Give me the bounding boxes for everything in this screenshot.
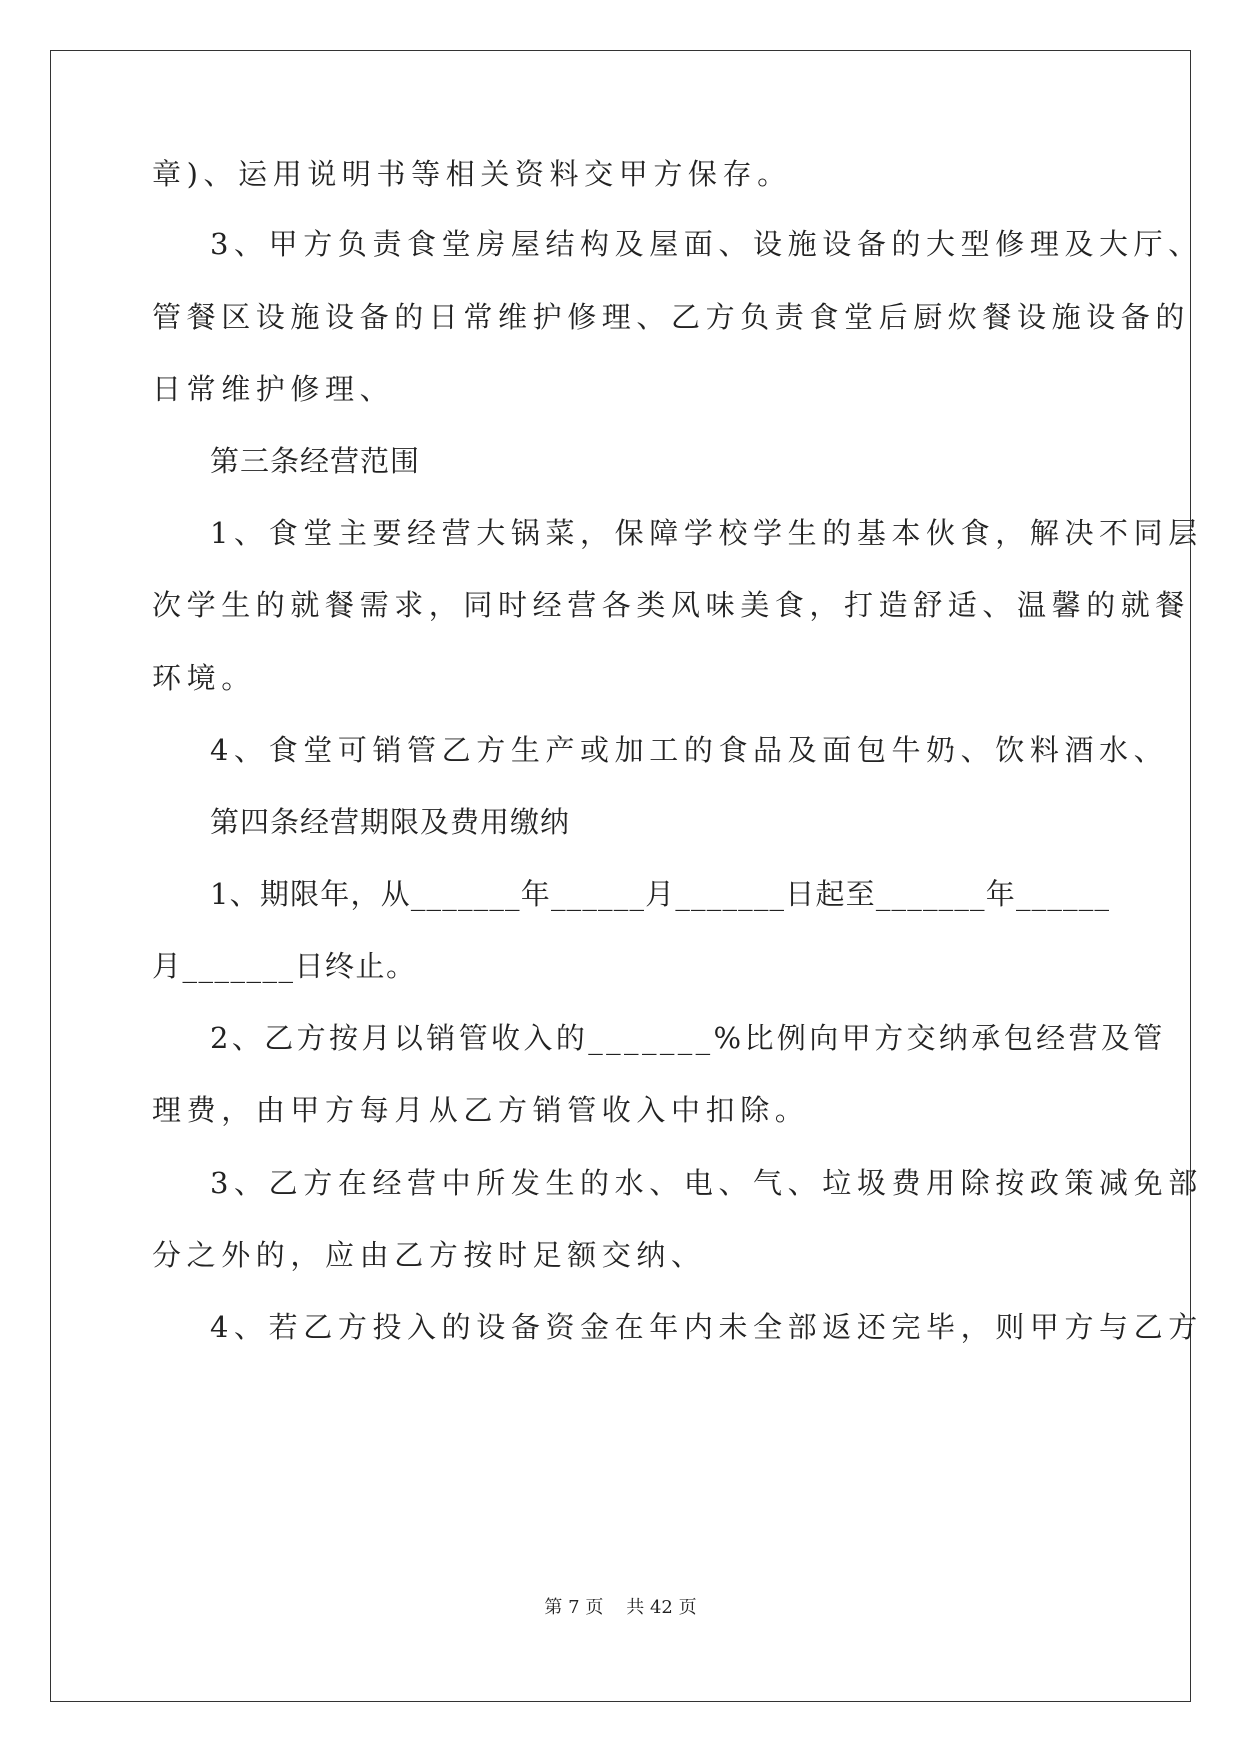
page-border xyxy=(50,50,1191,1702)
section-heading: 第三条经营范围 xyxy=(210,444,421,478)
body-line: 理费，由甲方每月从乙方销管收入中扣除。 xyxy=(152,1093,810,1127)
paragraph-line: 2、乙方按月以销管收入的_______%比例向甲方交纳承包经营及管 xyxy=(210,1021,1166,1055)
body-line: 月_______日终止。 xyxy=(152,949,417,983)
body-line: 环境。 xyxy=(152,661,256,695)
paragraph-line: 3、甲方负责食堂房屋结构及屋面、设施设备的大型修理及大厅、 xyxy=(210,227,1203,261)
total-pages: 共 42 页 xyxy=(626,1597,697,1618)
section-heading: 第四条经营期限及费用缴纳 xyxy=(210,805,571,839)
paragraph-line: 4、若乙方投入的设备资金在年内未全部返还完毕，则甲方与乙方 xyxy=(210,1310,1203,1344)
paragraph-line: 1、食堂主要经营大锅菜，保障学校学生的基本伙食，解决不同层 xyxy=(210,516,1203,550)
paragraph-line: 3、乙方在经营中所发生的水、电、气、垃圾费用除按政策减免部 xyxy=(210,1166,1203,1200)
body-line: 章)、运用说明书等相关资料交甲方保存。 xyxy=(152,157,792,191)
body-line: 分之外的，应由乙方按时足额交纳、 xyxy=(152,1238,706,1272)
paragraph-line: 4、食堂可销管乙方生产或加工的食品及面包牛奶、饮料酒水、 xyxy=(210,733,1169,767)
page-footer xyxy=(0,1596,1241,1620)
body-line: 日常维护修理、 xyxy=(152,372,395,406)
paragraph-line: 1、期限年，从_______年______月_______日起至_______年______ xyxy=(210,877,1111,911)
page-number: 第 7 页 xyxy=(544,1597,604,1618)
body-line: 管餐区设施设备的日常维护修理、乙方负责食堂后厨炊餐设施设备的 xyxy=(152,300,1191,334)
body-line: 次学生的就餐需求，同时经营各类风味美食，打造舒适、温馨的就餐 xyxy=(152,588,1191,622)
